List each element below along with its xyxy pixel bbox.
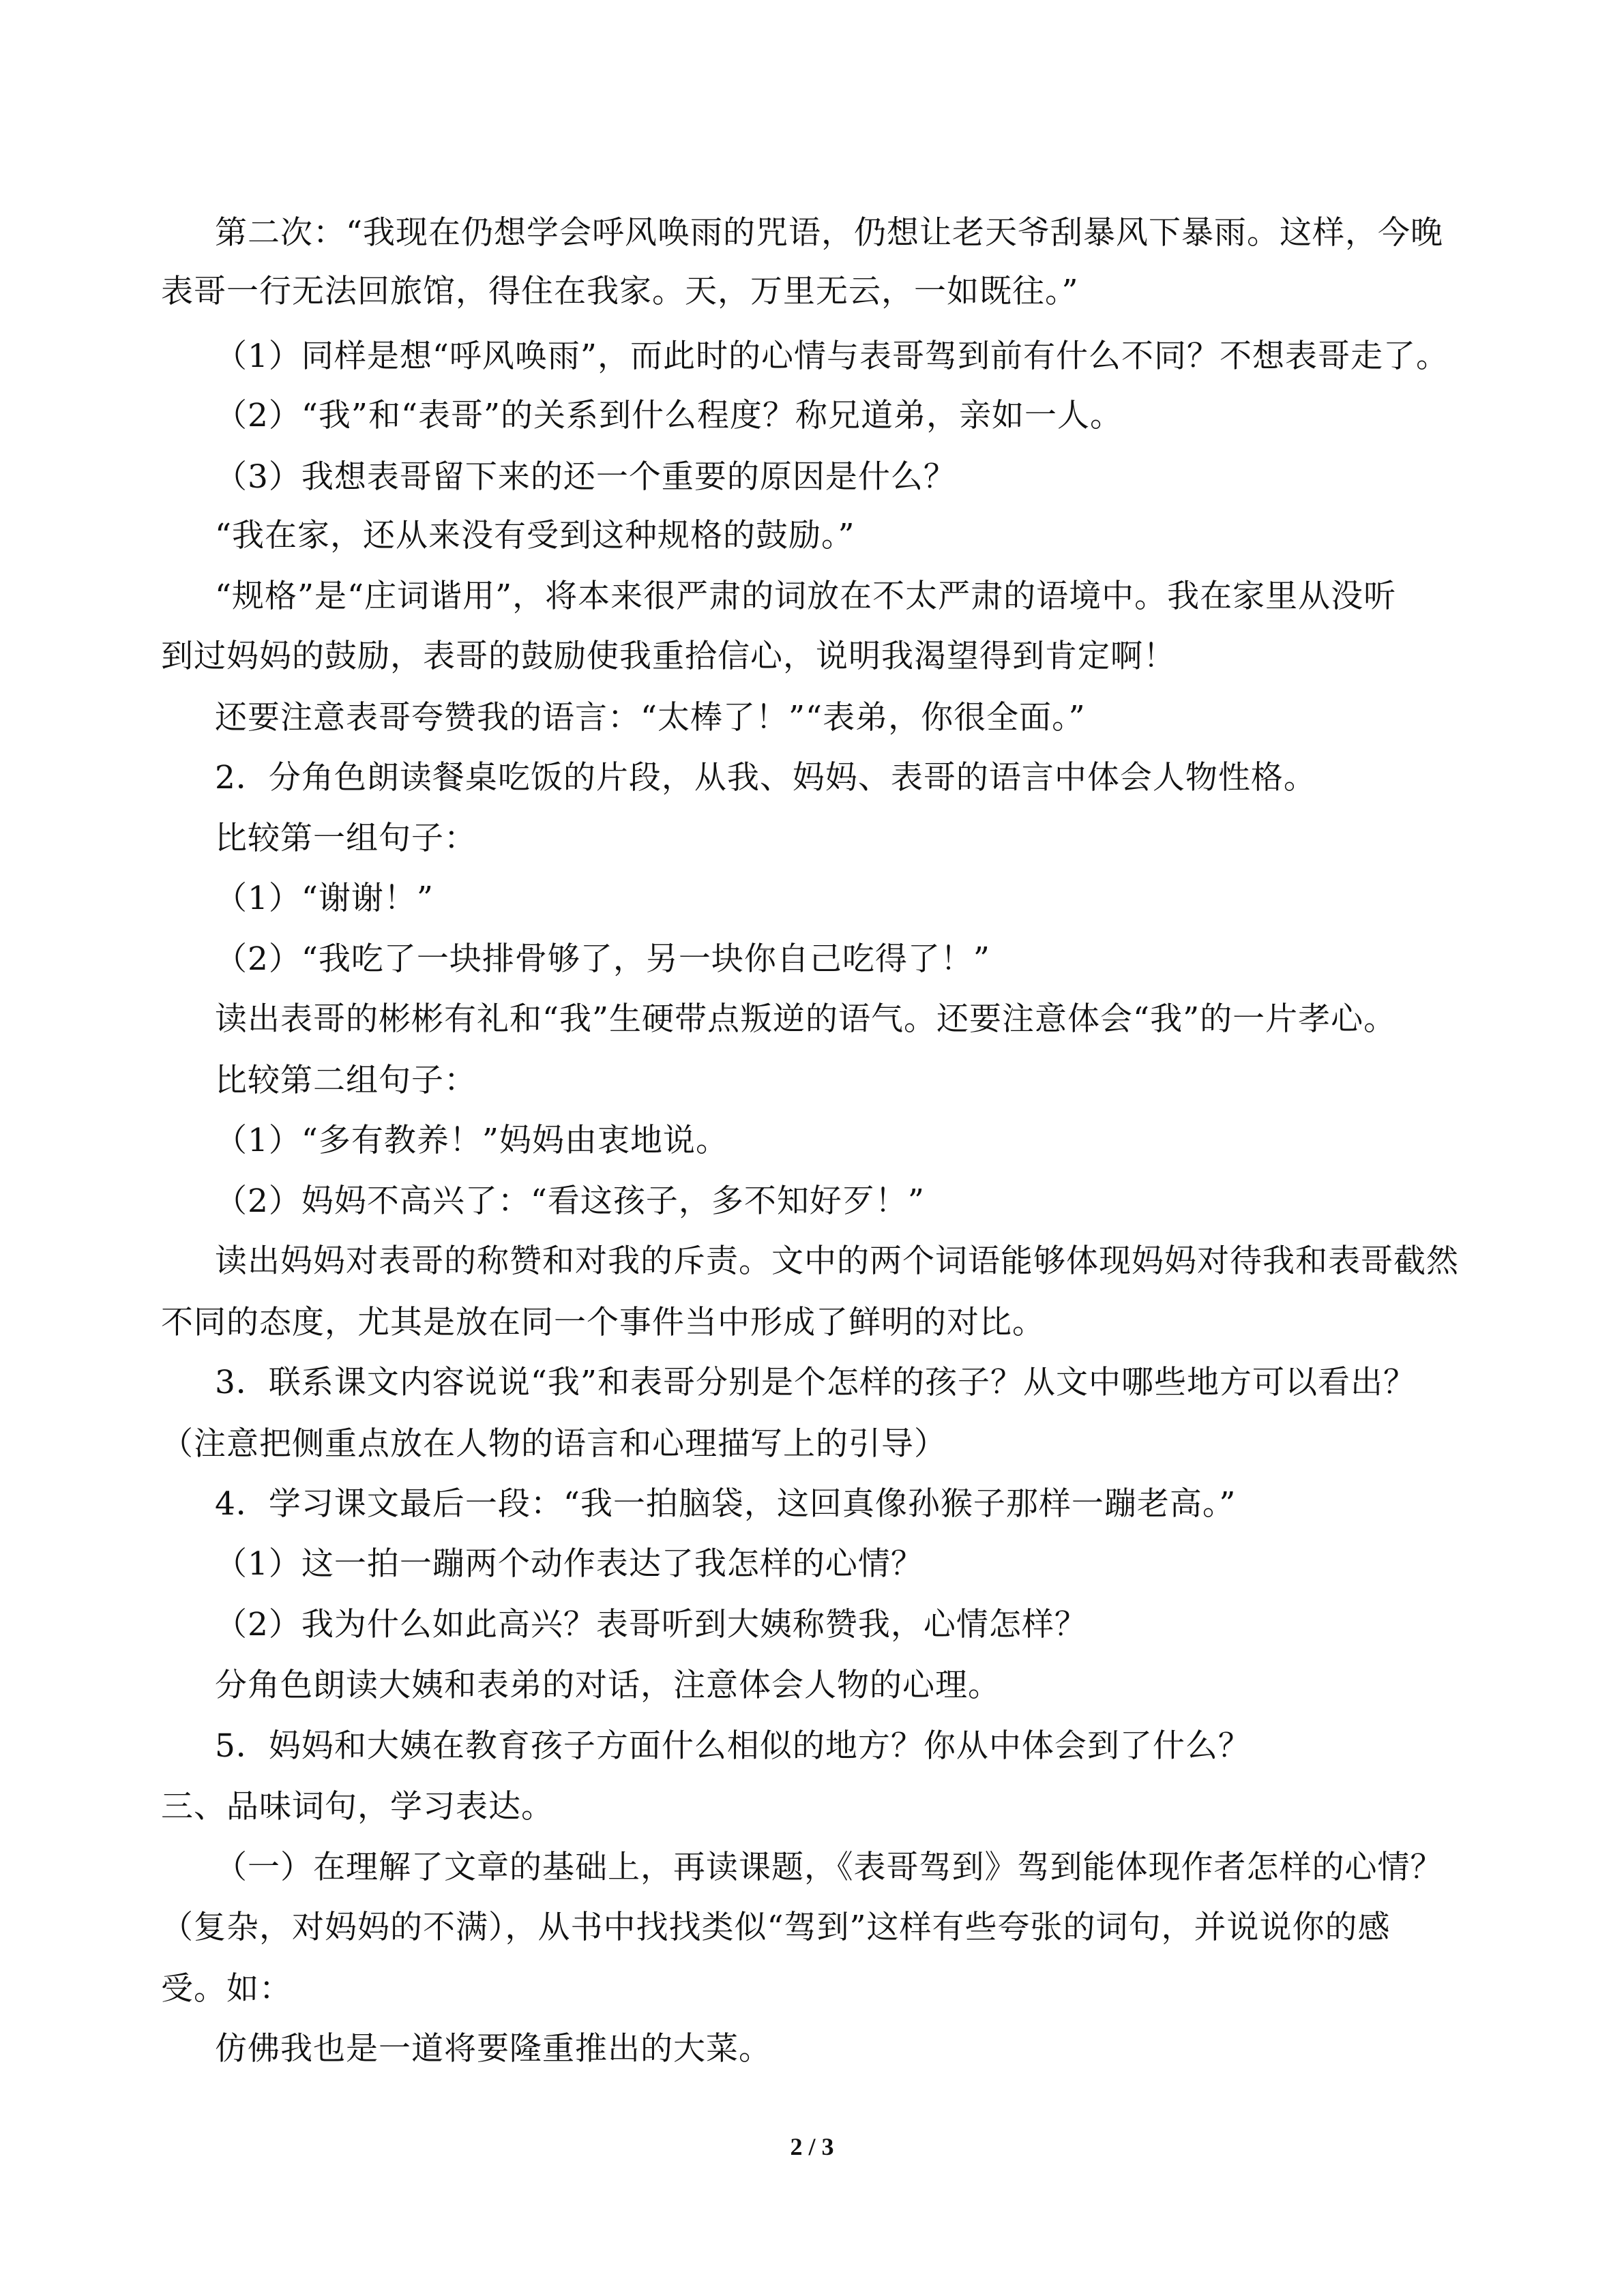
paragraph-line: （1）“谢谢！” (215, 880, 434, 917)
paragraph-line: （3）我想表哥留下来的还一个重要的原因是什么？ (215, 458, 956, 496)
paragraph-line: 比较第一组句子： (215, 820, 477, 857)
paragraph-line: （2）“我吃了一块排骨够了，另一块你自己吃得了！” (215, 940, 990, 978)
paragraph-line: （复杂，对妈妈的不满），从书中找找类似“驾到”这样有些夸张的词句，并说说你的感 (161, 1909, 1391, 1946)
paragraph-line: 比较第二组句子： (215, 1062, 477, 1099)
paragraph-line: “我在家，还从来没有受到这种规格的鼓励。” (215, 517, 855, 554)
paragraph-line: 读出表哥的彬彬有礼和“我”生硬带点叛逆的语气。还要注意体会“我”的一片孝心。 (215, 1000, 1397, 1038)
paragraph-line: 2．分角色朗读餐桌吃饭的片段，从我、妈妈、表哥的语言中体会人物性格。 (215, 759, 1316, 796)
paragraph-line: 到过妈妈的鼓励，表哥的鼓励使我重拾信心，说明我渴望得到肯定啊！ (161, 638, 1176, 675)
paragraph-line: 表哥一行无法回旅馆，得住在我家。天，万里无云，一如既往。” (161, 273, 1079, 310)
paragraph-line: （2）妈妈不高兴了：“看这孩子，多不知好歹！” (215, 1182, 925, 1220)
paragraph-line: （1）“多有教养！”妈妈由衷地说。 (215, 1122, 728, 1159)
paragraph-line: “规格”是“庄词谐用”，将本来很严肃的词放在不太严肃的语境中。我在家里从没听 (215, 578, 1397, 615)
section-heading: 三、品味词句，学习表达。 (161, 1788, 554, 1825)
paragraph-line: （注意把侧重点放在人物的语言和心理描写上的引导） (161, 1425, 947, 1463)
paragraph-line: 第二次：“我现在仍想学会呼风唤雨的咒语，仍想让老天爷刮暴风下暴雨。这样，今晚 (215, 214, 1444, 252)
paragraph-line: 还要注意表哥夸赞我的语言：“太棒了！”“表弟，你很全面。” (215, 699, 1086, 736)
paragraph-line: 3．联系课文内容说说“我”和表哥分别是个怎样的孩子？从文中哪些地方可以看出？ (215, 1364, 1416, 1401)
page-number: 2 / 3 (790, 2133, 834, 2160)
paragraph-line: 4．学习课文最后一段：“我一拍脑袋，这回真像孙猴子那样一蹦老高。” (215, 1485, 1237, 1523)
paragraph-line: 读出妈妈对表哥的称赞和对我的斥责。文中的两个词语能够体现妈妈对待我和表哥截然 (215, 1242, 1459, 1280)
paragraph-line: 不同的态度，尤其是放在同一个事件当中形成了鲜明的对比。 (161, 1304, 1045, 1341)
paragraph-line: 5．妈妈和大姨在教育孩子方面什么相似的地方？你从中体会到了什么？ (215, 1727, 1251, 1765)
paragraph-line: 分角色朗读大姨和表弟的对话，注意体会人物的心理。 (215, 1667, 1001, 1704)
paragraph-line: （2）“我”和“表哥”的关系到什么程度？称兄道弟，亲如一人。 (215, 397, 1123, 434)
paragraph-line: （1）同样是想“呼风唤雨”，而此时的心情与表哥驾到前有什么不同？不想表哥走了。 (215, 338, 1449, 375)
paragraph-line: （一）在理解了文章的基础上，再读课题，《表哥驾到》驾到能体现作者怎样的心情？ (215, 1849, 1443, 1886)
paragraph-line: （1）这一拍一蹦两个动作表达了我怎样的心情？ (215, 1545, 924, 1583)
paragraph-line: 仿佛我也是一道将要隆重推出的大菜。 (215, 2030, 771, 2068)
paragraph-line: 受。如： (161, 1970, 292, 2008)
paragraph-line: （2）我为什么如此高兴？表哥听到大姨称赞我，心情怎样？ (215, 1606, 1087, 1643)
